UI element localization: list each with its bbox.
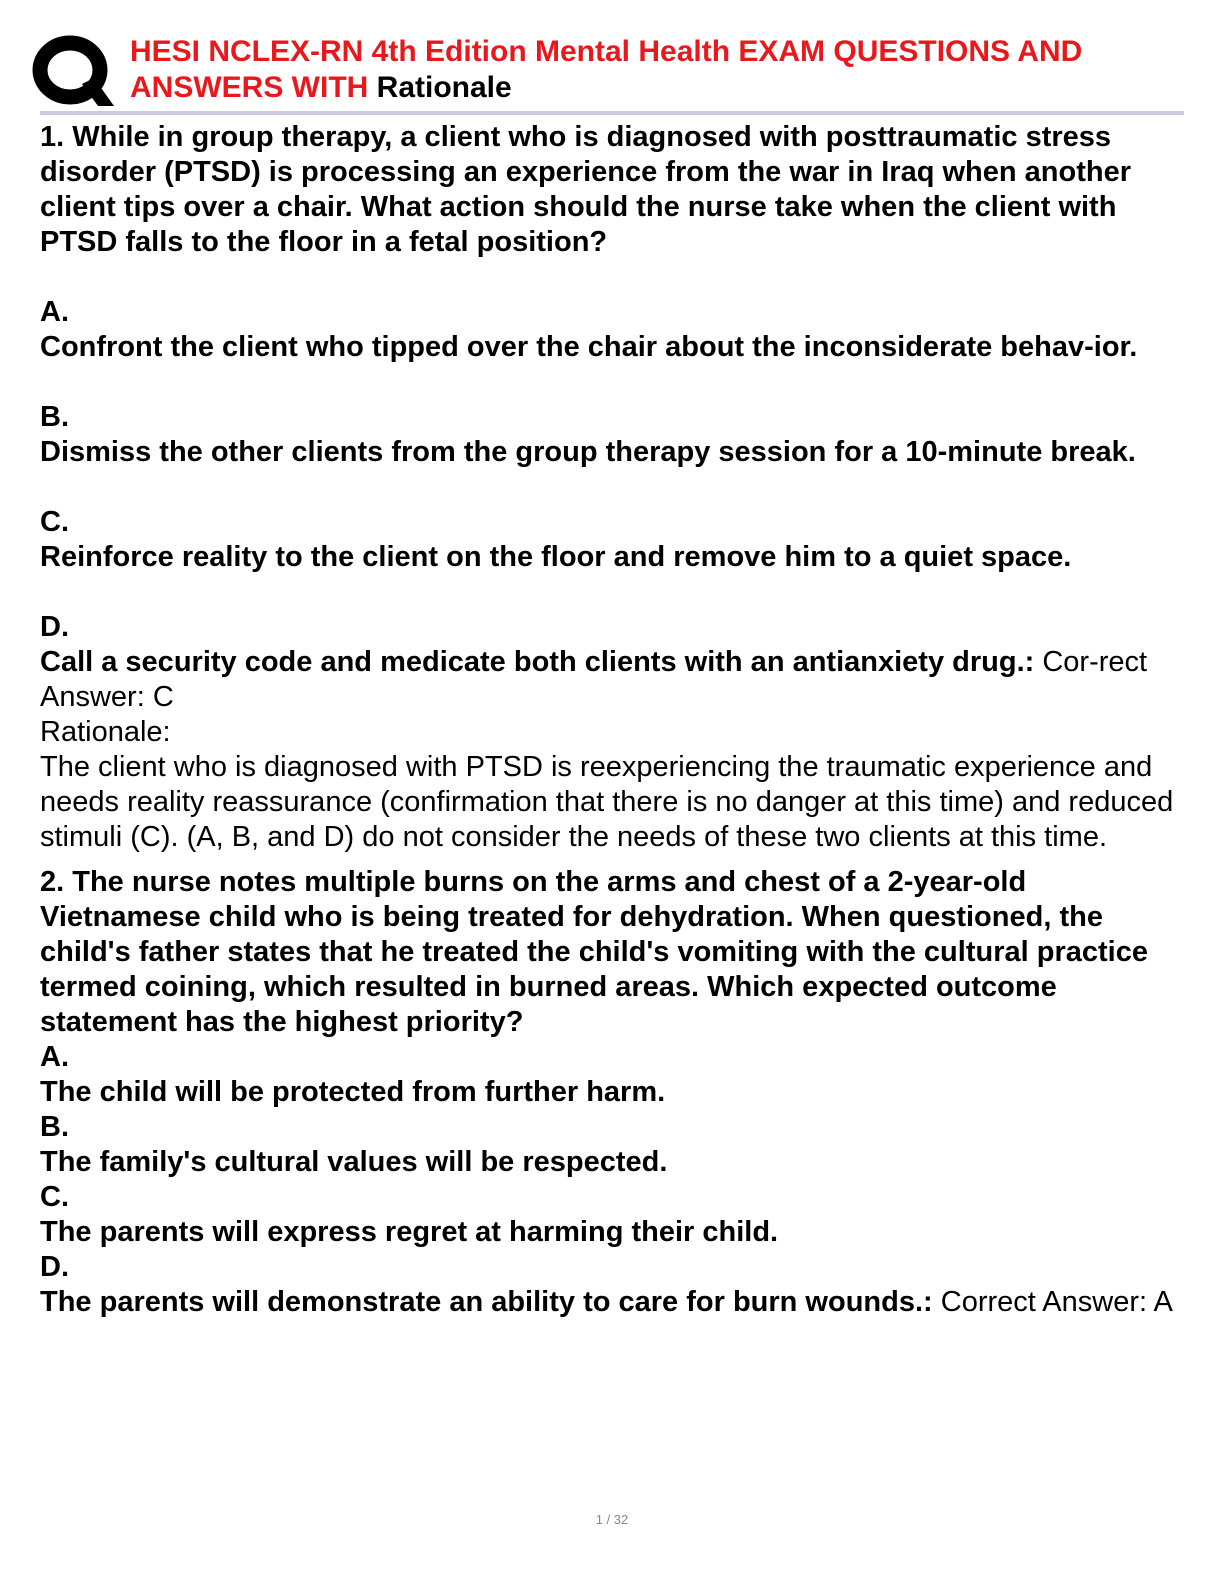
- option-letter: D.: [40, 1251, 69, 1283]
- option-text: Dismiss the other clients from the group therapy session for a 10-minute break.: [40, 436, 1136, 468]
- document-body: [40, 120, 1180, 1320]
- option-letter: B.: [40, 1111, 69, 1143]
- option-text: The parents will demonstrate an ability to care for burn wounds.:: [40, 1286, 933, 1318]
- header-divider: [40, 111, 1184, 115]
- page-number: 1 / 32: [595, 1512, 629, 1527]
- correct-answer: Cor-rect Answer: C: [40, 646, 1148, 713]
- option-letter: A.: [40, 296, 69, 328]
- correct-answer: Correct Answer: A: [940, 1286, 1173, 1318]
- option-letter: C.: [40, 506, 69, 538]
- document-title-red: HESI NCLEX-RN 4th Edition Mental Health EXAM QUESTIONS AND ANSWERS WITH: [130, 35, 1083, 104]
- question-stem: 2. The nurse notes multiple burns on the arms and chest of a 2-year-old Vietnamese child who is being treated for dehydration. When questioned, the child's father states that he treated the child's vomiting with the cultural practice termed coining, which resulted in burned areas. Which expected outcome statement has the highest priority?: [40, 866, 1148, 1038]
- option-text: The parents will express regret at harming their child.: [40, 1216, 779, 1248]
- option-letter: B.: [40, 401, 69, 433]
- rationale-label: Rationale:: [40, 716, 171, 748]
- question-stem: 1. While in group therapy, a client who is diagnosed with posttraumatic stress disorder (PTSD) is processing an experience from the war in Iraq when another client tips over a chair. What action should the nurse take when the client with PTSD falls to the floor in a fetal position?: [40, 121, 1131, 258]
- option-text: Reinforce reality to the client on the floor and remove him to a quiet space.: [40, 541, 1072, 573]
- rationale-text: The client who is diagnosed with PTSD is reexperiencing the traumatic experience and needs reality reassurance (confirmation that there is no danger at this time) and reduced stimuli (C). (A, B, and D) do not consider the needs of these two clients at this time.: [40, 751, 1174, 853]
- option-letter: D.: [40, 611, 69, 643]
- option-text: The child will be protected from further harm.: [40, 1076, 666, 1108]
- option-text: Call a security code and medicate both clients with an antianxiety drug.:: [40, 646, 1035, 678]
- question-1: [40, 120, 1180, 855]
- question-2: [40, 865, 1180, 1320]
- document-title: [130, 34, 1180, 106]
- option-letter: C.: [40, 1181, 69, 1213]
- document-header: [30, 28, 1184, 112]
- document-title-black: Rationale: [376, 71, 512, 104]
- option-letter: A.: [40, 1041, 69, 1073]
- option-with-answer: [40, 645, 1180, 715]
- option-text: The family's cultural values will be respected.: [40, 1146, 668, 1178]
- option-with-answer: [40, 1285, 1180, 1320]
- option-text: Confront the client who tipped over the chair about the inconsiderate behav-ior.: [40, 331, 1138, 363]
- quizlet-q-logo-icon: [32, 34, 114, 106]
